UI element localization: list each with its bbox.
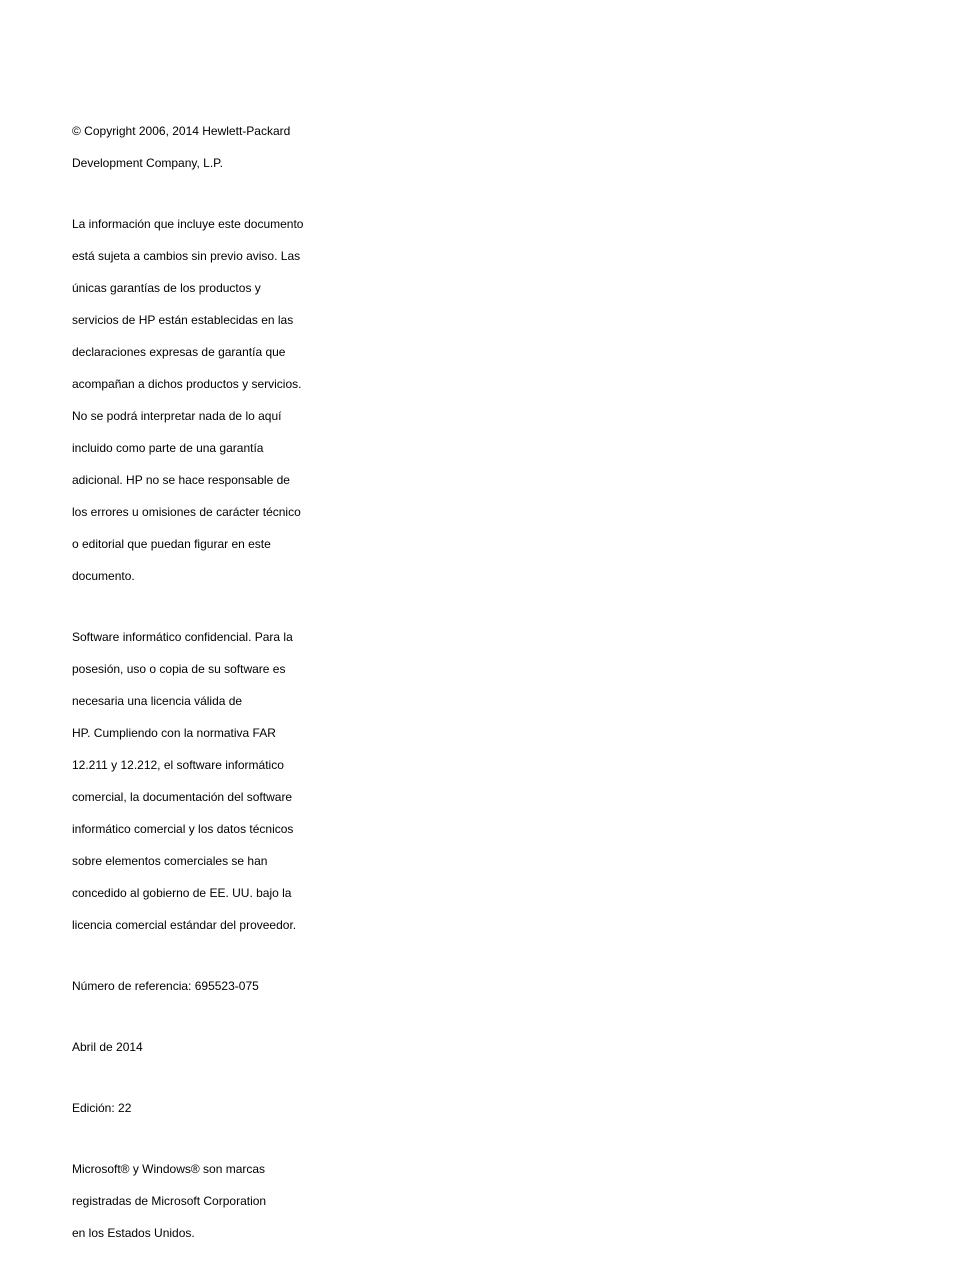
trademarks-paragraph [72, 1145, 334, 1257]
text-line: registradas de Microsoft Corporation [72, 1194, 267, 1208]
text-line: sobre elementos comerciales se han [72, 854, 268, 868]
text-line: únicas garantías de los productos y [72, 281, 261, 295]
text-line: documento. [72, 569, 135, 583]
text-line: servicios de HP están establecidas en las [72, 313, 294, 327]
text-line: Abril de 2014 [72, 1040, 143, 1054]
text-line: posesión, uso o copia de su software es [72, 662, 286, 676]
text-line: Development Company, L.P. [72, 156, 223, 170]
text-line: HP. Cumpliendo con la normativa FAR [72, 726, 276, 740]
text-line: está sujeta a cambios sin previo aviso. Las [72, 249, 301, 263]
text-line: los errores u omisiones de carácter técnico [72, 505, 301, 519]
text-line: informático comercial y los datos técnicos [72, 822, 294, 836]
text-line: o editorial que puedan figurar en este [72, 537, 271, 551]
text-line: La información que incluye este documento [72, 217, 304, 231]
text-line: licencia comercial estándar del proveedor. [72, 918, 297, 932]
legal-notice-column [72, 107, 334, 1270]
text-line: acompañan a dichos productos y servicios. [72, 377, 302, 391]
date-paragraph [72, 1023, 334, 1071]
text-line: necesaria una licencia válida de [72, 694, 243, 708]
copyright-paragraph [72, 107, 334, 187]
text-line: adicional. HP no se hace responsable de [72, 473, 290, 487]
disclaimer-paragraph [72, 200, 334, 600]
software-notice-paragraph [72, 613, 334, 949]
text-line: 12.211 y 12.212, el software informático [72, 758, 284, 772]
edition-paragraph [72, 1084, 334, 1132]
text-line: incluido como parte de una garantía [72, 441, 264, 455]
text-line: declaraciones expresas de garantía que [72, 345, 286, 359]
text-line: © Copyright 2006, 2014 Hewlett-Packard [72, 124, 291, 138]
text-line: No se podrá interpretar nada de lo aquí [72, 409, 282, 423]
text-line: concedido al gobierno de EE. UU. bajo la [72, 886, 292, 900]
text-line: Microsoft® y Windows® son marcas [72, 1162, 266, 1176]
text-line: Software informático confidencial. Para la [72, 630, 293, 644]
text-line: Número de referencia: 695523-075 [72, 979, 259, 993]
text-line: comercial, la documentación del software [72, 790, 293, 804]
text-line: en los Estados Unidos. [72, 1226, 195, 1240]
part-number-paragraph [72, 962, 334, 1010]
text-line: Edición: 22 [72, 1101, 132, 1115]
